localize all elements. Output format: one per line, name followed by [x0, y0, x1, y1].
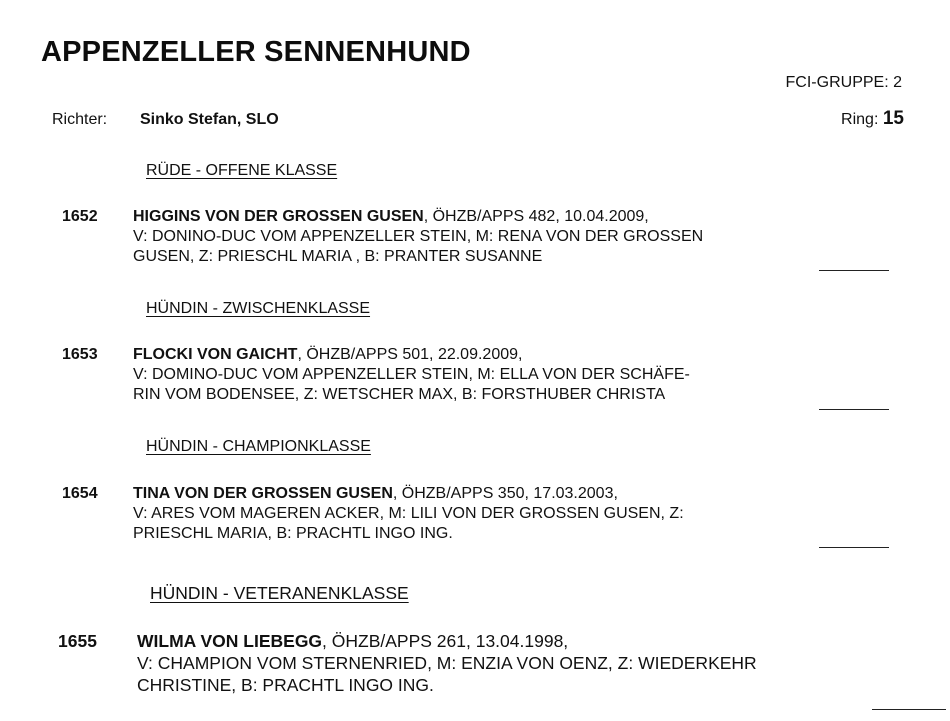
dog-name: HIGGINS VON DER GROSSEN GUSEN [133, 208, 424, 225]
ring-number: 15 [882, 108, 904, 129]
judge-name: Sinko Stefan, SLO [140, 111, 279, 128]
entry-number: 1653 [62, 346, 98, 363]
entry-number: 1654 [62, 485, 98, 502]
result-blank-line [872, 709, 946, 710]
ring-info [841, 108, 904, 131]
entry-number: 1655 [58, 631, 97, 651]
class-heading-rude-offene: RÜDE - OFFENE KLASSE [146, 162, 338, 179]
result-blank-line [819, 547, 889, 548]
breeder-owner-line: RIN VOM BODENSEE, Z: WETSCHER MAX, B: FORSTHUBER CHRISTA [133, 386, 666, 403]
judge-label: Richter: [52, 111, 108, 128]
pedigree-line: V: DOMINO-DUC VOM APPENZELLER STEIN, M: ELLA VON DER SCHÄFE- [133, 366, 690, 383]
registration-info: , ÖHZB/APPS 501, 22.09.2009, [297, 346, 523, 363]
result-blank-line [819, 409, 889, 410]
class-heading-huendin-veteranen: HÜNDIN - VETERANENKLASSE [150, 583, 409, 603]
entry-details [133, 345, 833, 405]
registration-info: , ÖHZB/APPS 482, 10.04.2009, [423, 208, 649, 225]
pedigree-line: V: CHAMPION VOM STERNENRIED, M: ENZIA VON OENZ, Z: WIEDERKEHR [137, 653, 757, 673]
result-blank-line [819, 270, 889, 271]
entry-number: 1652 [62, 208, 98, 225]
page-title: APPENZELLER SENNENHUND [41, 36, 471, 68]
pedigree-line: V: ARES VOM MAGEREN ACKER, M: LILI VON DER GROSSEN GUSEN, Z: [133, 505, 684, 522]
fci-group: FCI-GRUPPE: 2 [785, 74, 902, 91]
breeder-owner-line: GUSEN, Z: PRIESCHL MARIA , B: PRANTER SUSANNE [133, 248, 543, 265]
dog-name: FLOCKI VON GAICHT [133, 346, 298, 363]
entry-details [137, 630, 917, 696]
entry-details [133, 484, 833, 544]
registration-info: , ÖHZB/APPS 350, 17.03.2003, [392, 485, 618, 502]
class-heading-huendin-champion: HÜNDIN - CHAMPIONKLASSE [146, 438, 371, 455]
dog-name: TINA VON DER GROSSEN GUSEN [133, 485, 393, 502]
registration-info: , ÖHZB/APPS 261, 13.04.1998, [322, 631, 569, 651]
dog-name: WILMA VON LIEBEGG [137, 631, 323, 651]
pedigree-line: V: DONINO-DUC VOM APPENZELLER STEIN, M: RENA VON DER GROSSEN [133, 228, 704, 245]
breeder-owner-line: CHRISTINE, B: PRACHTL INGO ING. [137, 675, 434, 695]
breeder-owner-line: PRIESCHL MARIA, B: PRACHTL INGO ING. [133, 525, 453, 542]
class-heading-huendin-zwischen: HÜNDIN - ZWISCHENKLASSE [146, 300, 371, 317]
ring-label: Ring: [841, 111, 879, 128]
entry-details [133, 207, 833, 267]
